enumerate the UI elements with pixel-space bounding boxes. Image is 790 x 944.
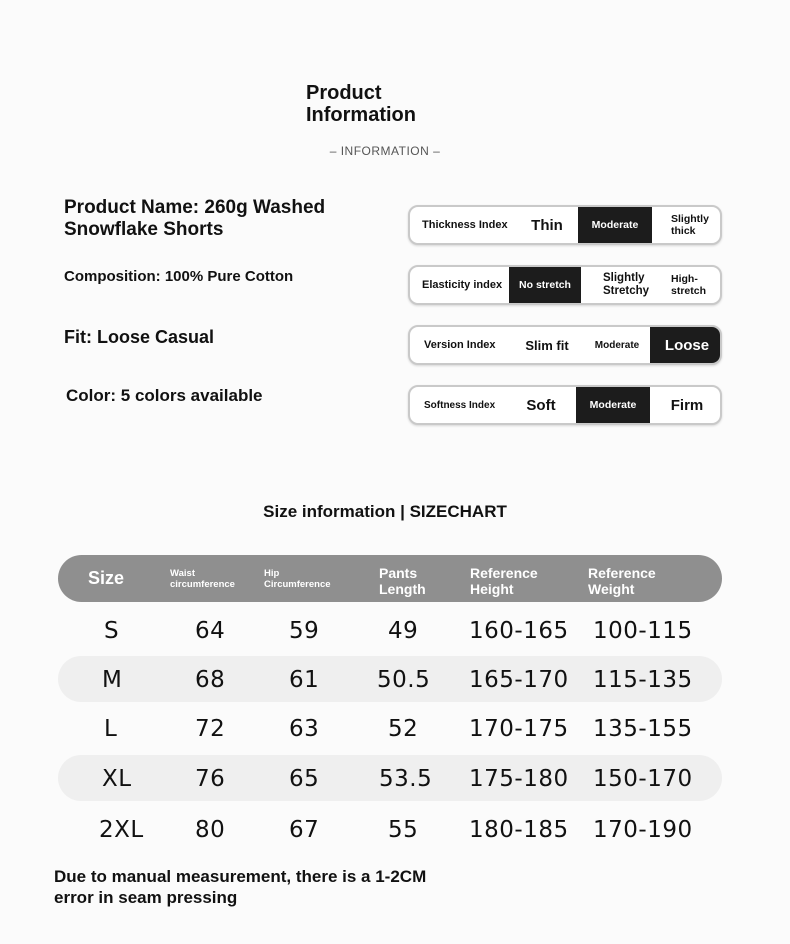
cell-hip: 59 xyxy=(289,618,320,644)
cell-weight: 100-115 xyxy=(593,618,693,644)
cell-weight: 150-170 xyxy=(593,766,693,792)
column-header-waist: Waist circumference xyxy=(170,568,235,590)
cell-height: 175-180 xyxy=(469,766,569,792)
elasticity-option-slightly-stretchy: Slightly Stretchy xyxy=(603,272,650,297)
title-line-1: Product xyxy=(306,82,382,104)
cell-length: 52 xyxy=(388,716,419,742)
column-header-hip: Hip Circumference xyxy=(264,568,331,590)
cell-size: S xyxy=(104,618,120,644)
softness-option-moderate: Moderate xyxy=(576,387,650,423)
title-line-2: Information xyxy=(306,104,416,126)
cell-length: 50.5 xyxy=(377,667,431,693)
version-index-label: Version Index xyxy=(424,339,496,351)
product-color: Color: 5 colors available xyxy=(66,386,263,405)
version-option-loose: Loose xyxy=(650,327,722,363)
cell-size: L xyxy=(104,716,118,742)
version-option-moderate: Moderate xyxy=(594,339,640,351)
elasticity-index xyxy=(408,265,722,305)
cell-size: XL xyxy=(102,766,132,792)
elasticity-option-no-stretch: No stretch xyxy=(509,267,581,303)
softness-index-label: Softness Index xyxy=(424,399,496,411)
elasticity-index-label: Elasticity index xyxy=(422,279,503,291)
column-header-weight: Reference Weight xyxy=(588,565,656,597)
cell-size: M xyxy=(102,667,123,693)
thickness-option-thin: Thin xyxy=(531,216,563,234)
cell-weight: 135-155 xyxy=(593,716,693,742)
cell-height: 180-185 xyxy=(469,817,569,843)
cell-length: 53.5 xyxy=(379,766,433,792)
cell-waist: 76 xyxy=(195,766,226,792)
cell-length: 49 xyxy=(388,618,419,644)
cell-length: 55 xyxy=(388,817,419,843)
thickness-index-label: Thickness Index xyxy=(422,219,508,231)
version-index xyxy=(408,325,722,365)
cell-height: 160-165 xyxy=(469,618,569,644)
thickness-option-slightly-thick: Slightly thick xyxy=(671,213,709,237)
cell-height: 170-175 xyxy=(469,716,569,742)
cell-hip: 63 xyxy=(289,716,320,742)
product-name: Product Name: 260g Washed Snowflake Shorts xyxy=(64,197,326,240)
cell-waist: 80 xyxy=(195,817,226,843)
cell-waist: 72 xyxy=(195,716,226,742)
section-subtitle: – INFORMATION – xyxy=(329,144,441,158)
thickness-option-moderate: Moderate xyxy=(578,207,652,243)
cell-weight: 170-190 xyxy=(593,817,693,843)
page-title xyxy=(306,82,416,126)
cell-weight: 115-135 xyxy=(593,667,693,693)
product-composition: Composition: 100% Pure Cotton xyxy=(64,268,294,285)
cell-height: 165-170 xyxy=(469,667,569,693)
column-header-length: Pants Length xyxy=(379,565,426,597)
softness-option-soft: Soft xyxy=(526,396,556,414)
cell-waist: 68 xyxy=(195,667,226,693)
size-table-header xyxy=(58,555,722,602)
product-fit: Fit: Loose Casual xyxy=(64,327,215,347)
cell-hip: 67 xyxy=(289,817,320,843)
version-option-slim-fit: Slim fit xyxy=(525,337,569,353)
softness-index xyxy=(408,385,722,425)
cell-size: 2XL xyxy=(99,817,144,843)
column-header-size: Size xyxy=(88,568,125,588)
size-chart-heading: Size information | SIZECHART xyxy=(263,502,507,521)
softness-option-firm: Firm xyxy=(670,396,704,414)
measurement-note: Due to manual measurement, there is a 1-2CM error in seam pressing xyxy=(54,867,427,907)
elasticity-option-high-stretch: High-stretch xyxy=(671,273,707,297)
thickness-index xyxy=(408,205,722,245)
cell-hip: 65 xyxy=(289,766,320,792)
column-header-height: Reference Height xyxy=(470,565,538,597)
cell-hip: 61 xyxy=(289,667,320,693)
cell-waist: 64 xyxy=(195,618,226,644)
